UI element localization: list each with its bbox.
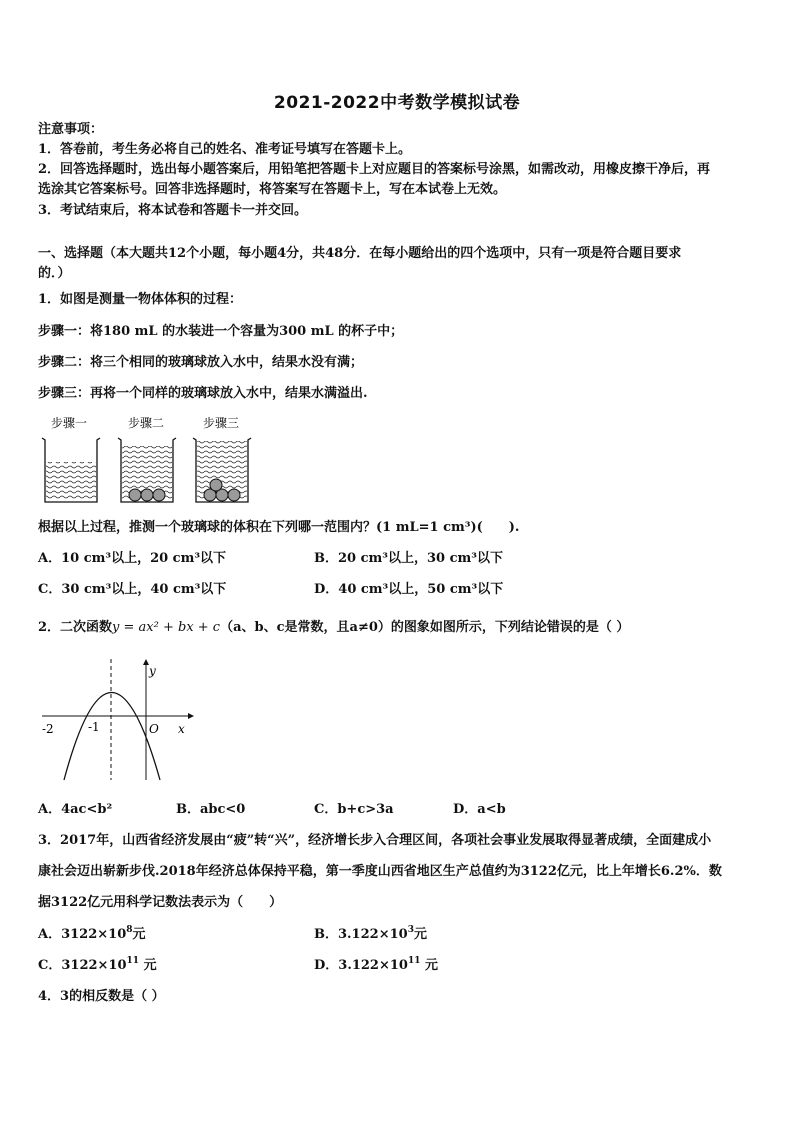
q1-step2: 步骤二：将三个相同的玻璃球放入水中，结果水没有满； [38,355,364,370]
beaker-3 [193,438,251,502]
page-title: 2021-2022中考数学模拟试卷 [273,93,521,113]
q4-stem: 4．3的相反数是（ ） [38,989,165,1004]
glass-ball [153,489,165,501]
q3-option-a: A．$3122\times 10^8$元 [38,925,146,942]
q2-prefix: 2．二次函数 [38,620,113,635]
glass-ball [129,489,141,501]
q2-formula: y = ax² + bx + c [112,620,221,635]
q1-step1: 步骤一：将180 mL 的水装进一个容量为300 mL 的杯子中； [38,324,404,339]
q3-line1: 3．2017年，山西省经济发展由“疲”转“兴”，经济增长步入合理区间，各项社会事业发展取得显著成绩，全面建成小 [38,833,712,848]
q3-line2: 康社会迈出崭新步伐.2018年经济总体保持平稳，第一季度山西省地区生产总值约为3122亿元，比上年增长6.2%．数 [38,864,722,879]
q3-option-c: C．$3122\times 10^{11}$ 元 [38,956,157,973]
notice-item-2-cont: 选涂其它答案标号。回答非选择题时，将答案写在答题卡上，写在本试卷上无效。 [38,182,507,197]
notice-item-3: 3．考试结束后，将本试卷和答题卡一并交回。 [38,203,308,218]
y-label: y [149,664,156,678]
q3-line3: 据3122亿元用科学记数法表示为（ ） [38,895,283,910]
q1-option-c: C．30 cm³以上，40 cm³以下 [38,582,227,597]
beaker-label-1: 步骤一 [51,416,88,430]
q1-step3: 步骤三：再将一个同样的玻璃球放入水中，结果水满溢出. [38,386,368,401]
notice-item-1: 1．答卷前，考生务必将自己的姓名、准考证号填写在答题卡上。 [38,142,412,157]
glass-ball [141,489,153,501]
section-heading-cont: 的．） [38,266,71,281]
q1-question: 根据以上过程，推测一个玻璃球的体积在下列哪一范围内？(1 mL=1 cm³)( ). [38,520,520,535]
q1-option-d: D．40 cm³以上，50 cm³以下 [314,582,504,597]
x-label: x [178,722,185,736]
beaker-2 [118,438,176,502]
q2-suffix: （a、b、c是常数，且a≠0）的图象如图所示，下列结论错误的是（ ） [220,620,630,635]
q2-stem [38,618,629,638]
beaker-label-2: 步骤二 [128,416,165,430]
beakers-figure [36,414,266,509]
tick-label-neg1: -1 [88,720,100,734]
tick-label-neg2: -2 [42,722,54,736]
q2-option-b: B．abc<0 [176,802,246,817]
notice-item-2: 2．回答选择题时，选出每小题答案后，用铅笔把答题卡上对应题目的答案标号涂黑，如需改动，用橡皮擦干净后，再 [38,162,711,177]
q2-option-a: A．4ac<b² [38,802,113,817]
q3-option-b: B．$3.122\times 10^3$元 [314,925,427,942]
q1-option-b: B．20 cm³以上，30 cm³以下 [314,551,503,566]
parabola-graph [36,655,201,785]
origin-label: O [149,722,159,736]
q3-option-d: D．$3.122\times 10^{11}$ 元 [314,956,439,973]
glass-ball [228,489,240,501]
x-axis-arrow [188,713,194,719]
beaker-1 [42,438,100,502]
notice-heading: 注意事项： [38,122,104,137]
q1-stem: 1．如图是测量一物体体积的过程： [38,292,243,307]
section-heading: 一、选择题（本大题共12个小题，每小题4分，共48分．在每小题给出的四个选项中，只有一项是符合题目要求 [38,246,682,261]
glass-ball [210,479,222,491]
beaker-label-3: 步骤三 [203,416,240,430]
q2-option-d: D．a<b [453,802,506,817]
q1-option-a: A．10 cm³以上，20 cm³以下 [38,551,227,566]
q2-option-c: C．b+c>3a [314,802,394,817]
